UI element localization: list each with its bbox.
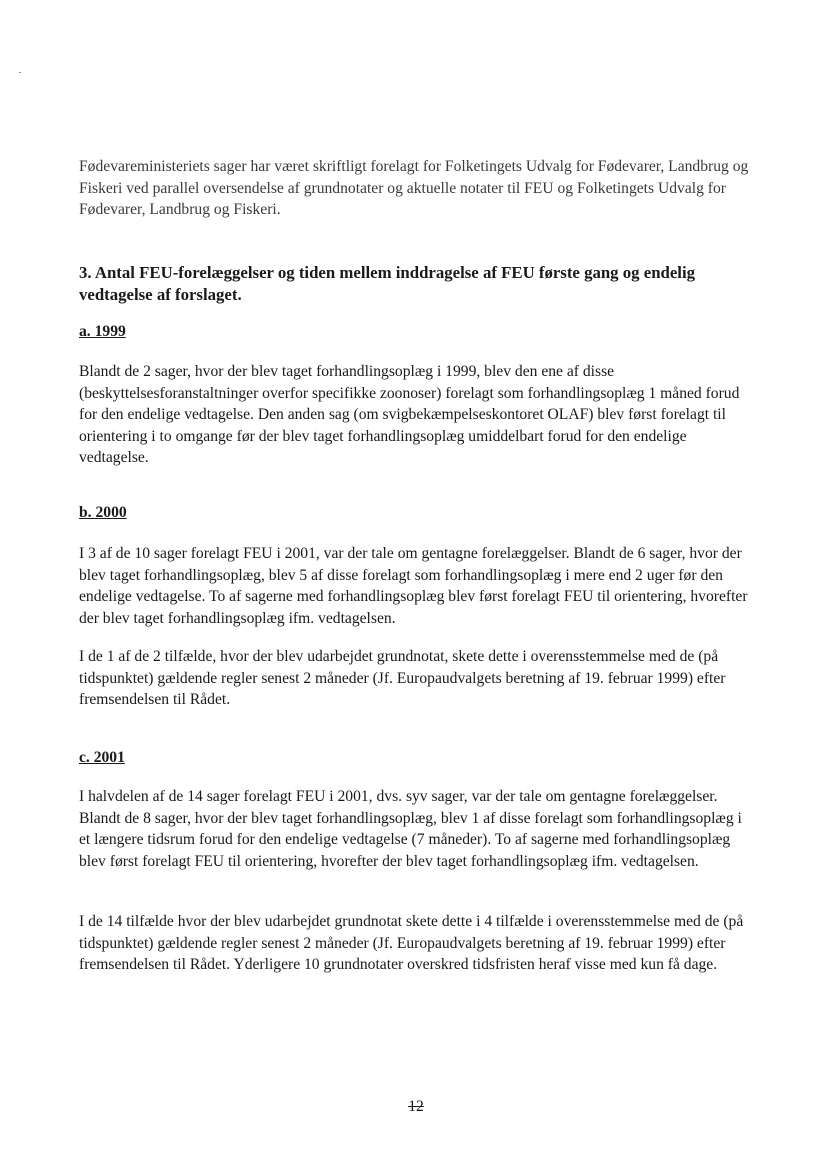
- subsection-c-title: c. 2001: [79, 749, 125, 766]
- subsection-a-title: a. 1999: [79, 323, 126, 340]
- subsection-c-paragraph-2: I de 14 tilfælde hvor der blev udarbejdet grundnotat skete dette i 4 tilfælde i overensstemmelse med de (på tidspunktet) gældende regler senest 2 måneder (Jf. Europaudvalgets beretning af 19. februar 1999) efter fremsendelsen til Rådet. Yderligere 10 grundnotater overskred tidsfristen heraf visse med kun få dage.: [79, 913, 744, 973]
- subsection-b-title: b. 2000: [79, 504, 127, 521]
- subsection-c-paragraph-1: I halvdelen af de 14 sager forelagt FEU i 2001, dvs. syv sager, var der tale om gentagne forelæggelser. Blandt de 8 sager, hvor der blev taget forhandlingsoplæg, blev 1 af disse forelagt som forhandlingsoplæg i et længere tidsrum forud for den endelige vedtagelse (7 måneder). To af sagerne med forhandlingsoplæg blev først forelagt FEU til orientering, hvorefter der blev taget forhandlingsoplæg ifm. vedtagelsen.: [79, 788, 742, 870]
- section-heading: 3. Antal FEU-forelæggelser og tiden mellem inddragelse af FEU første gang og endelig vedtagelse af forslaget.: [79, 263, 696, 304]
- subsection-b-paragraph-2: I de 1 af de 2 tilfælde, hvor der blev udarbejdet grundnotat, skete dette i overensstemmelse med de (på tidspunktet) gældende regler senest 2 måneder (Jf. Europaudvalgets beretning af 19. februar 1999) efter fremsendelsen til Rådet.: [79, 648, 726, 708]
- subsection-a-paragraph: Blandt de 2 sager, hvor der blev taget forhandlingsoplæg i 1999, blev den ene af disse (beskyttelsesforanstaltninger overfor specifikke zoonoser) forelagt som forhandlingsoplæg 1 måned forud for den endelige vedtagelse. Den anden sag (om svigbekæmpelseskontoret OLAF) blev først forelagt til orientering i to omgange før der blev taget forhandlingsoplæg umiddelbart forud for den endelige vedtagelse.: [79, 363, 740, 466]
- intro-paragraph: Fødevareministeriets sager har været skriftligt forelagt for Folketingets Udvalg for Fødevarer, Landbrug og Fiskeri ved parallel oversendelse af grundnotater og aktuelle notater til FEU og Folketingets Udvalg for Fødevarer, Landbrug og Fiskeri.: [79, 158, 749, 218]
- scan-speck: [19, 72, 21, 73]
- subsection-b-paragraph-1: I 3 af de 10 sager forelagt FEU i 2001, var der tale om gentagne forelæggelser. Blandt de 6 sager, hvor der blev taget forhandlingsoplæg, blev 5 af disse forelagt som forhandlingsoplæg i mere end 2 uger før den endelige vedtagelse. To af sagerne med forhandlingsoplæg blev først forelagt FEU til orientering, hvorefter der blev taget forhandlingsoplæg ifm. vedtagelsen.: [79, 545, 748, 627]
- page-number: 12: [408, 1098, 424, 1115]
